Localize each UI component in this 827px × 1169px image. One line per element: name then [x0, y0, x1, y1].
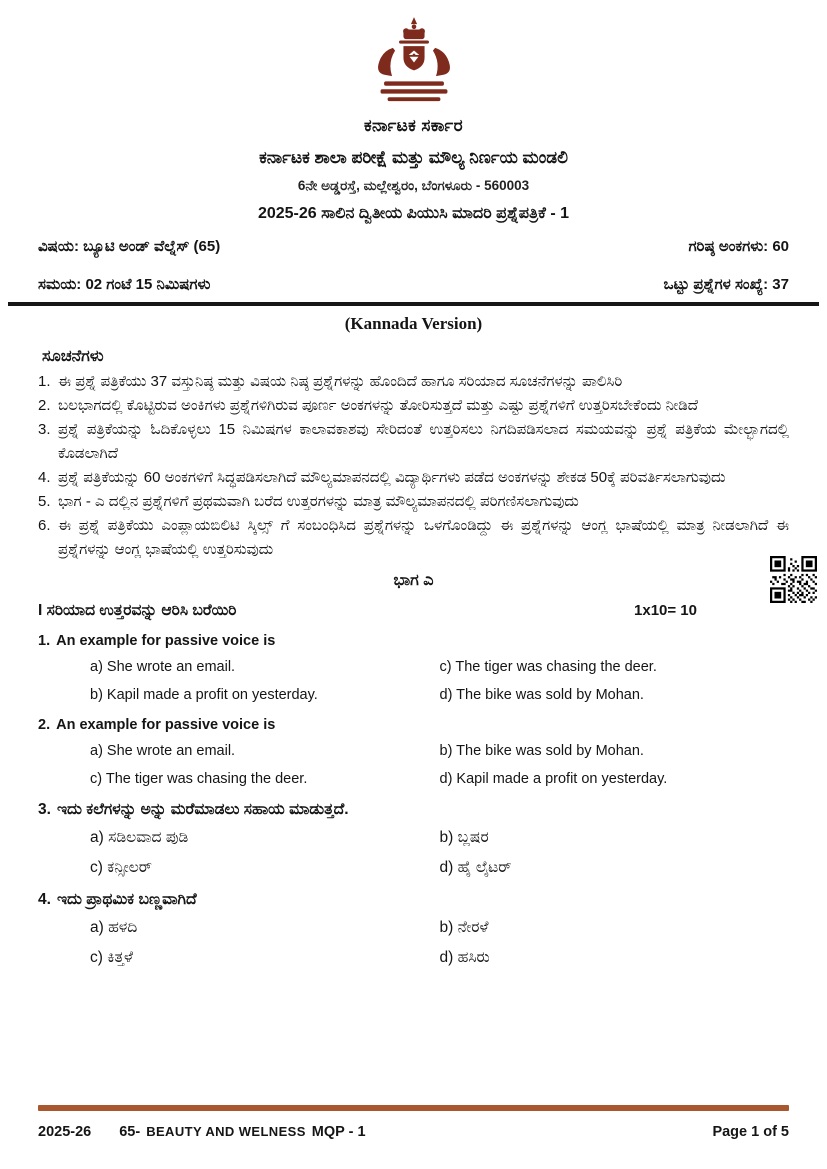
question-number: 1.: [38, 633, 51, 649]
paper-title: 2025-26 ಸಾಲಿನ ದ್ವಿತೀಯ ಪಿಯುಸಿ ಮಾದರಿ ಪ್ರಶ್ನೆಪತ್ರಿಕೆ - 1: [257, 205, 570, 222]
instruction-number: 6.: [38, 517, 51, 534]
option-item: c) The tiger was chasing the deer.: [90, 771, 308, 787]
time-questions-row: [38, 276, 789, 293]
instruction-item: [38, 394, 789, 418]
question-number: 2.: [38, 717, 51, 733]
instruction-item: [38, 370, 789, 394]
qr-code-icon: [770, 556, 817, 603]
option-item: d) ಹಸಿರು: [439, 949, 490, 966]
footer-accent-bar: [38, 1105, 789, 1111]
max-marks-label: ಗರಿಷ್ಠ ಅಂಕಗಳು: 60: [688, 238, 789, 255]
instruction-item: [38, 418, 789, 466]
option-item: c) ಕನ್ಸೀಲರ್: [90, 859, 153, 876]
option-item: c) ಕಿತ್ತಳೆ: [90, 949, 134, 966]
instruction-text: ಈ ಪ್ರಶ್ನೆ ಪತ್ರಿಕೆಯು ಎಂಪ್ಲಾಯಬಿಲಿಟಿ ಸ್ಕಿಲ್ಸ್ ಗೆ ಸಂಬಂಧಿಸಿದ ಪ್ರಶ್ನೆಗಳನ್ನು ಒಳಗೊಂಡಿದ್ದು ಈ ಪ್ರಶ್ನೆಗಳನ್ನು ಆಂಗ್ಲ ಭಾಷೆಯಲ್ಲಿ ಮಾತ್ರ ನೀಡಲಾಗಿದೆ ಈ ಪ್ರಶ್ನೆಗಳನ್ನು ಆಂಗ್ಲ ಭಾಷೆಯಲ್ಲಿ ಉತ್ತರಿಸುವುದು: [58, 517, 789, 558]
page-footer: [0, 1105, 827, 1169]
question-text: An example for passive voice is: [56, 717, 276, 733]
option-item: c) The tiger was chasing the deer.: [439, 659, 657, 675]
government-name: ಕರ್ನಾಟಕ ಸರ್ಕಾರ: [363, 116, 464, 135]
footer-page-indicator: Page 1 of 5: [712, 1124, 789, 1140]
option-item: a) She wrote an email.: [90, 743, 236, 759]
question-block: [38, 717, 789, 787]
instruction-item: [38, 514, 789, 562]
subject-marks-row: [38, 238, 789, 255]
question-number: 3.: [38, 801, 51, 818]
question-text: An example for passive voice is: [56, 633, 276, 649]
instruction-number: 3.: [38, 421, 51, 438]
option-item: b) ಬ್ಲಷರ: [439, 829, 489, 846]
part-a-heading: ಭಾಗ ಎ: [393, 572, 434, 589]
header-divider-rule: [8, 302, 819, 306]
question-block: [38, 801, 789, 877]
total-questions-label: ಒಟ್ಟು ಪ್ರಶ್ನೆಗಳ ಸಂಖ್ಯೆ: 37: [663, 276, 789, 293]
instruction-text: ಬಲಭಾಗದಲ್ಲಿ ಕೊಟ್ಟಿರುವ ಅಂಕಿಗಳು ಪ್ರಶ್ನೆಗಳಿಗಿರುವ ಪೂರ್ಣ ಅಂಕಗಳನ್ನು ತೋರಿಸುತ್ತದೆ ಮತ್ತು ಎಷ್ಟು ಪ್ರಶ್ನೆಗಳಿಗೆ ಉತ್ತರಿಸಬೇಕೆಂದು ನೀಡಿದೆ: [58, 397, 698, 414]
question-text: ಇದು ಕಲೆಗಳನ್ನು ಅನ್ನು ಮರೆಮಾಡಲು ಸಹಾಯ ಮಾಡುತ್ತದೆ.: [56, 801, 349, 818]
question-number: 4.: [38, 891, 51, 908]
question-options: [38, 829, 789, 877]
footer-paper-label: MQP - 1: [311, 1124, 366, 1140]
question-block: [38, 891, 789, 967]
question-options: [38, 919, 789, 967]
instruction-text: ಈ ಪ್ರಶ್ನೆ ಪತ್ರಿಕೆಯು 37 ವಸ್ತುನಿಷ್ಠ ಮತ್ತು ವಿಷಯ ನಿಷ್ಠ ಪ್ರಶ್ನೆಗಳನ್ನು ಹೊಂದಿದೆ ಹಾಗೂ ಸರಿಯಾದ ಸೂಚನೆಗಳನ್ನು ಪಾಲಿಸಿರಿ: [58, 373, 623, 390]
question-block: [38, 633, 789, 703]
question-line: [38, 717, 789, 733]
instruction-text: ಪ್ರಶ್ನೆ ಪತ್ರಿಕೆಯನ್ನು ಓದಿಕೊಳ್ಳಲು 15 ನಿಮಿಷಗಳ ಕಾಲಾವಕಾಶವು ಸೇರಿದಂತೆ ಉತ್ತರಿಸಲು ನಿಗದಿಪಡಿಸಲಾದ ಸಮಯವನ್ನು ಪ್ರಶ್ನೆ ಪತ್ರಿಕೆಯ ಮೇಲ್ಭಾಗದಲ್ಲಿ ಕೊಡಲಾಗಿದೆ: [58, 421, 789, 462]
question-text: ಇದು ಪ್ರಾಥಮಿಕ ಬಣ್ಣವಾಗಿದೆ: [56, 891, 197, 908]
option-item: d) ಹೈ ಲೈಟರ್: [439, 859, 512, 876]
question-line: [38, 801, 789, 819]
option-item: b) Kapil made a profit on yesterday.: [90, 687, 318, 703]
instructions-title: ಸೂಚನೆಗಳು: [42, 348, 104, 365]
section-i-row: [38, 602, 789, 620]
section-i-marks: 1x10= 10: [634, 602, 697, 619]
instruction-number: 4.: [38, 469, 51, 486]
option-item: d) Kapil made a profit on yesterday.: [439, 771, 668, 787]
time-label: ಸಮಯ: 02 ಗಂಟೆ 15 ನಿಮಿಷಗಳು: [38, 276, 211, 293]
subject-label: ವಿಷಯ: ಬ್ಯೂಟಿ ಅಂಡ್ ವೆಲ್ನೆಸ್ (65): [38, 238, 221, 255]
option-item: b) ನೇರಳೆ: [439, 919, 489, 936]
question-options: [38, 743, 789, 787]
option-item: a) She wrote an email.: [90, 659, 236, 675]
footer-year: 2025-26: [38, 1124, 92, 1140]
question-options: [38, 659, 789, 703]
question-line: [38, 633, 789, 649]
footer-subject-group: [119, 1124, 365, 1140]
instruction-text: ಭಾಗ - ಎ ದಲ್ಲಿನ ಪ್ರಶ್ನೆಗಳಿಗೆ ಪ್ರಥಮವಾಗಿ ಬರೆದ ಉತ್ತರಗಳನ್ನು ಮಾತ್ರ ಮೌಲ್ಯಮಾಪನದಲ್ಲಿ ಪರಿಗಣಿಸಲಾಗುವುದು: [58, 493, 579, 510]
section-i-heading: I ಸರಿಯಾದ ಉತ್ತರವನ್ನು ಆರಿಸಿ ಬರೆಯಿರಿ: [38, 602, 237, 619]
instruction-number: 5.: [38, 493, 51, 510]
karnataka-state-emblem-icon: [370, 16, 458, 108]
question-line: [38, 891, 789, 909]
footer-subject-name: BEAUTY AND WELNESS: [146, 1124, 306, 1139]
option-item: a) ಸಡಿಲವಾದ ಪುಡಿ: [90, 829, 189, 846]
option-item: b) The bike was sold by Mohan.: [439, 743, 644, 759]
instruction-number: 1.: [38, 373, 51, 390]
instruction-text: ಪ್ರಶ್ನೆ ಪತ್ರಿಕೆಯನ್ನು 60 ಅಂಕಗಳಿಗೆ ಸಿದ್ಧಪಡಿಸಲಾಗಿದೆ ಮೌಲ್ಯಮಾಪನದಲ್ಲಿ ವಿದ್ಯಾರ್ಥಿಗಳು ಪಡೆದ ಅಂಕಗಳನ್ನು ಶೇಕಡ 50ಕ್ಕೆ ಪರಿವರ್ತಿಸಲಾಗುವುದು: [58, 469, 726, 486]
board-address: 6ನೇ ಅಡ್ಡರಸ್ತೆ, ಮಲ್ಲೇಶ್ವರಂ, ಬೆಂಗಳೂರು - 560003: [297, 178, 530, 193]
option-item: a) ಹಳದಿ: [90, 919, 138, 936]
board-name: ಕರ್ನಾಟಕ ಶಾಲಾ ಪರೀಕ್ಷೆ ಮತ್ತು ಮೌಲ್ಯ ನಿರ್ಣಯ ಮಂಡಲಿ: [259, 148, 568, 167]
footer-subject-code: 65-: [119, 1124, 141, 1140]
instruction-item: [38, 466, 789, 490]
footer-left-group: [38, 1124, 366, 1140]
instruction-item: [38, 490, 789, 514]
paper-header: [38, 16, 789, 223]
footer-text-row: [38, 1124, 789, 1140]
instruction-number: 2.: [38, 397, 51, 414]
option-item: d) The bike was sold by Mohan.: [439, 687, 644, 703]
version-label: (Kannada Version): [344, 314, 483, 333]
instructions-list: [38, 370, 789, 562]
